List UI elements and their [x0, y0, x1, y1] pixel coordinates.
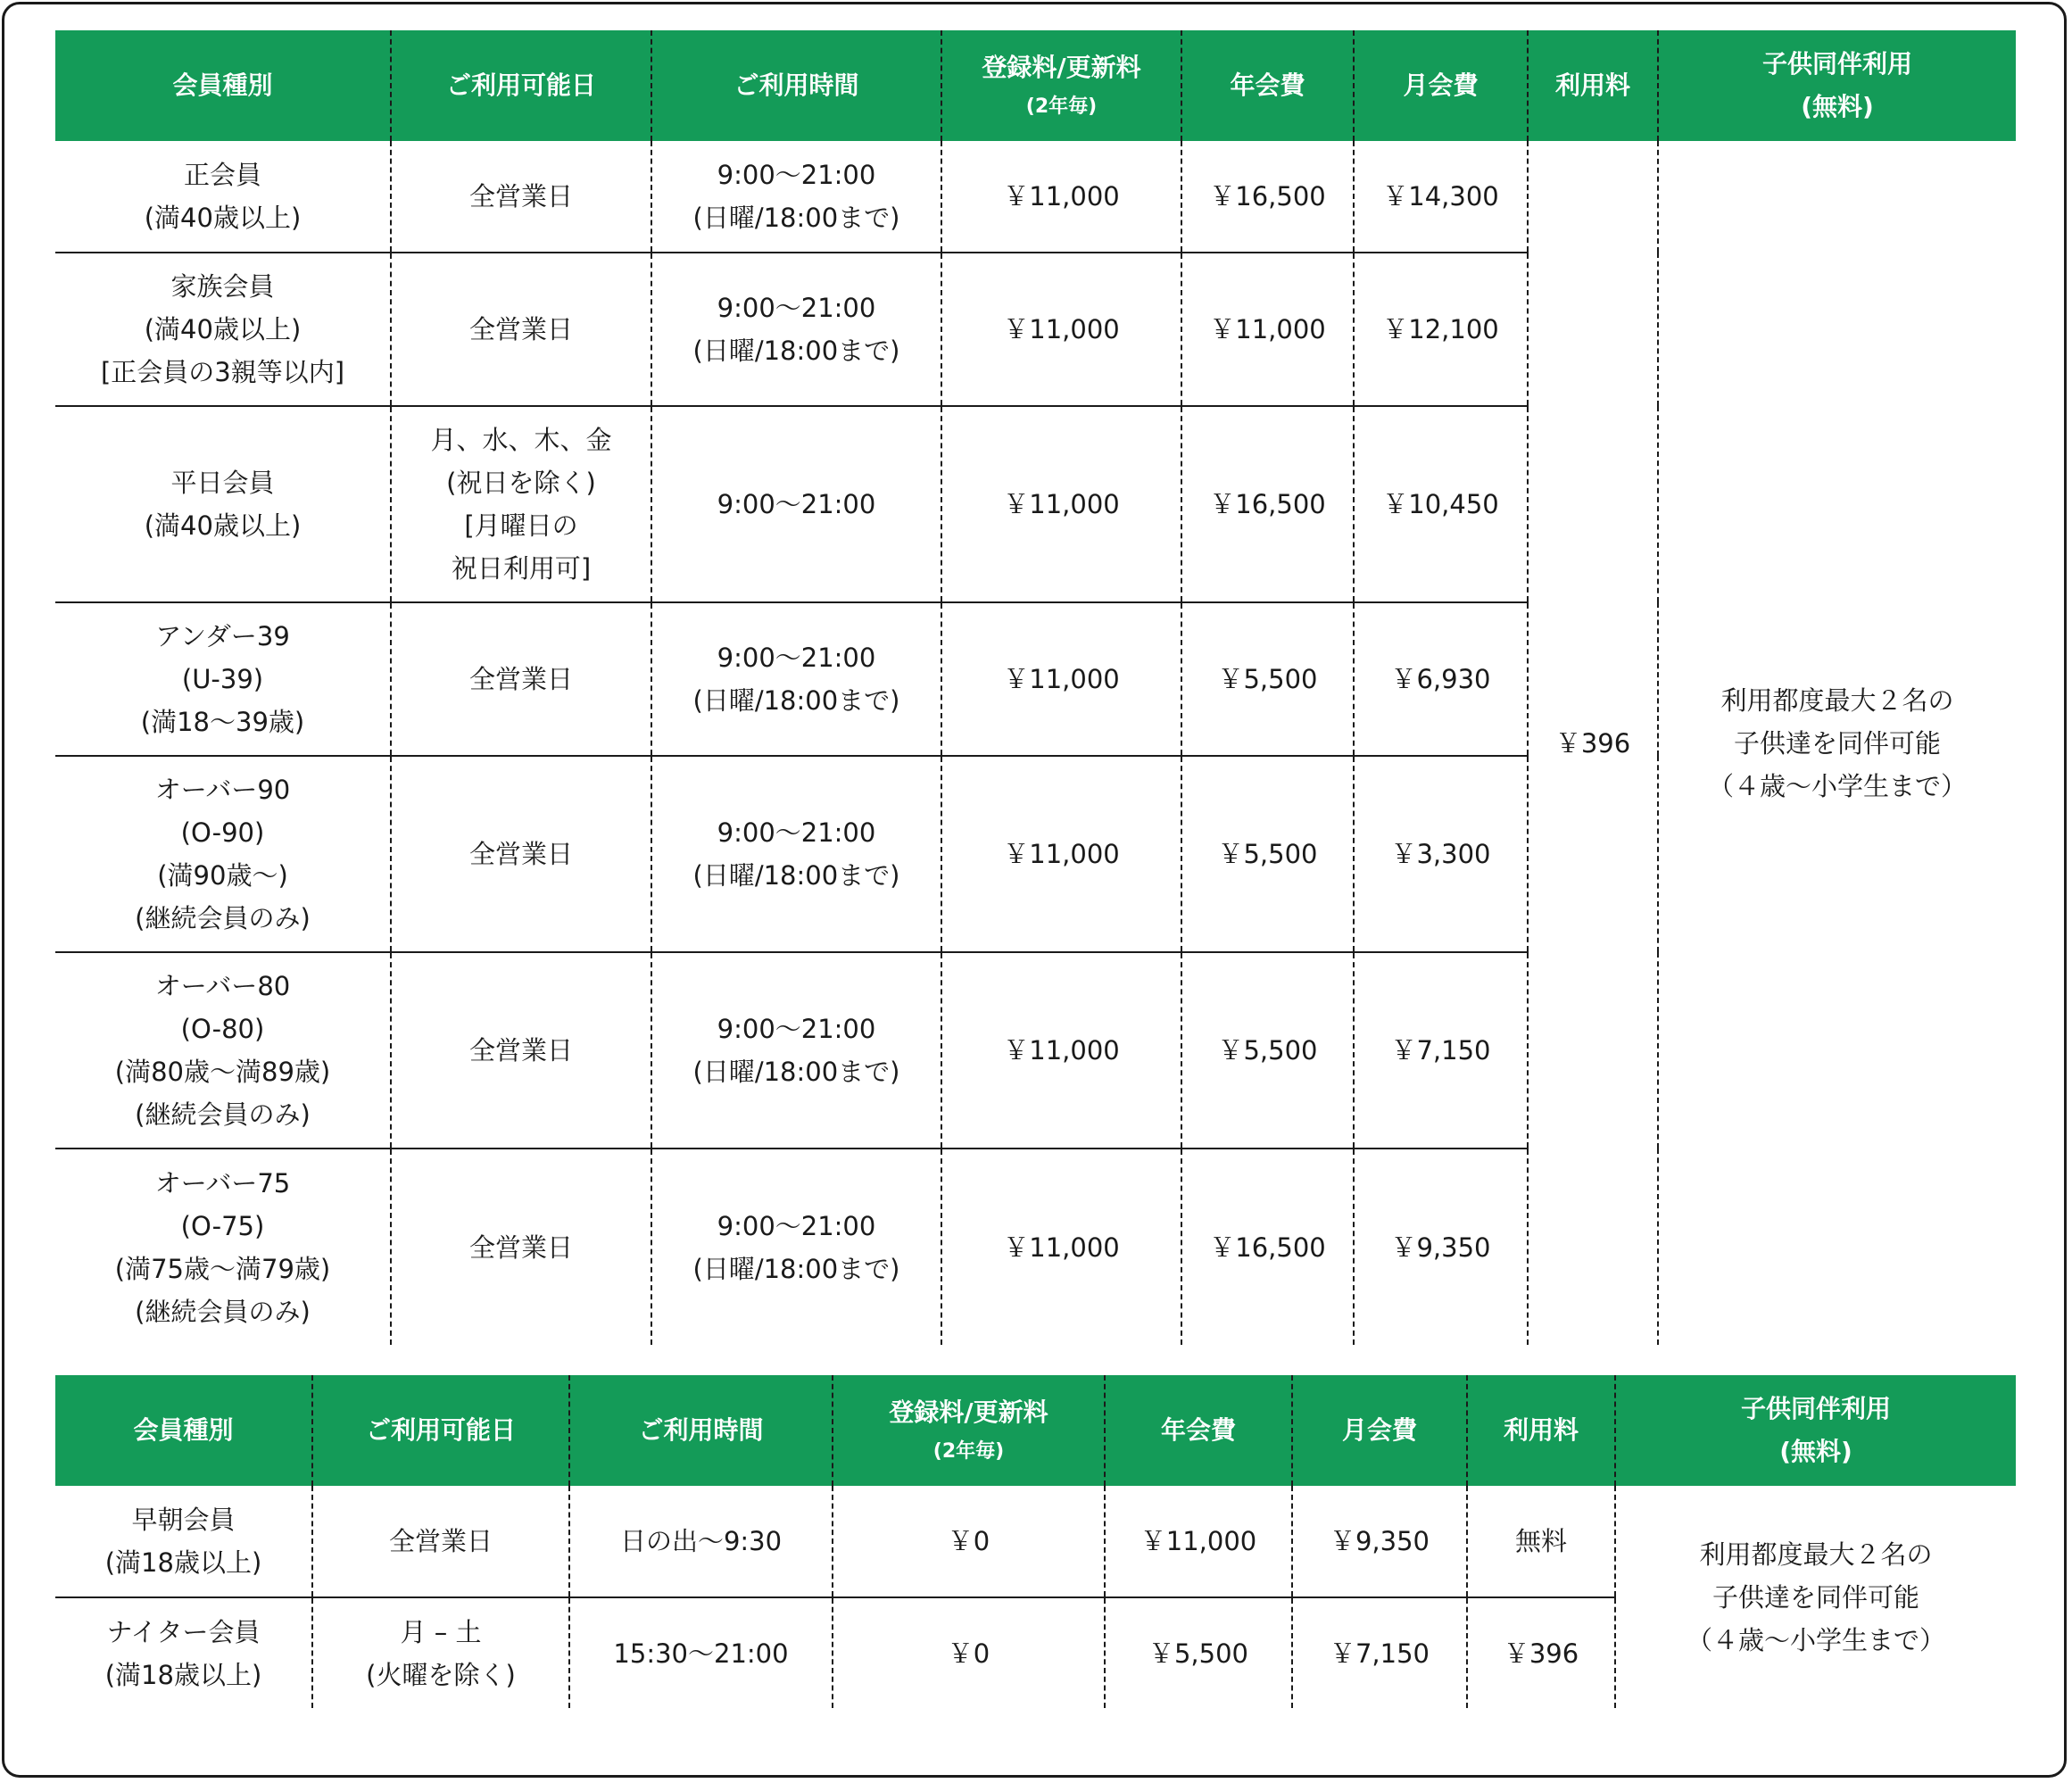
header-annual-fee: 年会費 [1181, 30, 1354, 141]
header-child-label: 子供同伴利用 [1761, 49, 1912, 79]
cell-hours-line: 9:00〜21:00 [717, 1210, 876, 1241]
cell-days-line: 全営業日 [468, 1232, 573, 1263]
cell-days [312, 1486, 569, 1597]
cell-hours-line: 9:00〜21:00 [717, 160, 876, 190]
cell-monthly-fee: ￥9,350 [1354, 1149, 1528, 1345]
header-monthly-fee: 月会費 [1292, 1375, 1467, 1486]
cell-usage-fee: ￥396 [1528, 141, 1658, 1345]
header-type: 会員種別 [55, 30, 391, 141]
cell-child [1615, 1486, 2016, 1708]
cell-type-line: (満40歳以上) [144, 203, 302, 233]
cell-monthly-fee: ￥7,150 [1354, 952, 1528, 1149]
header-monthly-fee: 月会費 [1354, 30, 1528, 141]
cell-annual-fee: ￥16,500 [1181, 141, 1354, 253]
cell-days-line: 全営業日 [468, 839, 573, 869]
cell-type-line: (U-39) [181, 664, 264, 694]
header-child-sub: (無料) [1779, 1437, 1852, 1466]
cell-type-line: アンダー39 [155, 621, 290, 651]
cell-type [55, 756, 391, 952]
cell-type-line: (満75歳〜満79歳) [114, 1253, 331, 1284]
cell-days [391, 602, 651, 756]
cell-annual-fee: ￥5,500 [1105, 1597, 1292, 1708]
header-reg-fee-label: 登録料/更新料 [889, 1397, 1048, 1427]
cell-hours-line: (日曜/18:00まで) [692, 685, 900, 716]
cell-hours [651, 141, 941, 253]
cell-hours [651, 756, 941, 952]
header-hours: ご利用時間 [569, 1375, 833, 1486]
cell-type-line: (継続会員のみ) [135, 1296, 311, 1327]
cell-hours-line: (日曜/18:00まで) [692, 336, 900, 366]
cell-type-line: オーバー90 [154, 775, 291, 805]
cell-days-line: 全営業日 [468, 1035, 573, 1066]
cell-hours [651, 1149, 941, 1345]
cell-child [1658, 141, 2016, 1345]
cell-type-line: (満90歳〜) [157, 860, 288, 891]
cell-monthly-fee: ￥3,300 [1354, 756, 1528, 952]
cell-reg-fee: ￥11,000 [941, 952, 1181, 1149]
cell-days-line: (火曜を除く) [366, 1659, 516, 1690]
cell-hours-line: (日曜/18:00まで) [692, 860, 900, 891]
cell-type-line: (O-75) [180, 1210, 265, 1241]
header-annual-fee: 年会費 [1105, 1375, 1292, 1486]
cell-type [55, 253, 391, 406]
cell-hours-line: 日の出〜9:30 [619, 1526, 783, 1556]
cell-days-line: (祝日を除く) [446, 468, 596, 498]
cell-monthly-fee: ￥14,300 [1354, 141, 1528, 253]
cell-annual-fee: ￥5,500 [1181, 602, 1354, 756]
cell-days [391, 1149, 651, 1345]
cell-type [55, 1597, 312, 1708]
cell-reg-fee: ￥11,000 [941, 756, 1181, 952]
cell-type [55, 1149, 391, 1345]
cell-type-line: 平日会員 [170, 468, 275, 498]
cell-usage-fee: ￥396 [1467, 1597, 1615, 1708]
header-type: 会員種別 [55, 1375, 312, 1486]
cell-child-line: 利用都度最大２名の [1720, 684, 1954, 716]
cell-hours [569, 1597, 833, 1708]
header-child [1658, 30, 2016, 141]
header-usage-fee: 利用料 [1528, 30, 1658, 141]
cell-type [55, 406, 391, 602]
cell-reg-fee: ￥0 [833, 1597, 1105, 1708]
cell-days-line: 全営業日 [468, 664, 573, 694]
cell-type-line: 早朝会員 [131, 1505, 236, 1535]
cell-type-line: (O-90) [180, 817, 265, 848]
cell-type [55, 602, 391, 756]
cell-days-line: 月、水、木、金 [430, 425, 612, 455]
header-child [1615, 1375, 2016, 1486]
cell-child-line: 子供達を同伴可能 [1733, 727, 1941, 759]
cell-hours-line: (日曜/18:00まで) [692, 1057, 900, 1087]
cell-type-line: (満80歳〜満89歳) [114, 1057, 331, 1087]
cell-hours-line: 15:30〜21:00 [613, 1638, 789, 1669]
header-reg-fee-label: 登録料/更新料 [982, 53, 1141, 82]
header-hours: ご利用時間 [651, 30, 941, 141]
cell-reg-fee: ￥11,000 [941, 141, 1181, 253]
table-row [55, 1486, 2016, 1597]
cell-type-line: ナイター会員 [106, 1616, 261, 1647]
cell-monthly-fee: ￥9,350 [1292, 1486, 1467, 1597]
cell-days [391, 253, 651, 406]
cell-reg-fee: ￥11,000 [941, 602, 1181, 756]
header-reg-fee [941, 30, 1181, 141]
cell-type-line: (満18歳以上) [104, 1659, 262, 1690]
cell-type-line: オーバー80 [154, 971, 291, 1001]
cell-hours [651, 406, 941, 602]
cell-type-line: 正会員 [183, 160, 261, 190]
cell-hours [569, 1486, 833, 1597]
cell-type-line: (継続会員のみ) [135, 1099, 311, 1130]
cell-type-line: (O-80) [180, 1014, 265, 1044]
cell-days-line: 祝日利用可] [451, 553, 592, 584]
cell-type [55, 1486, 312, 1597]
cell-monthly-fee: ￥7,150 [1292, 1597, 1467, 1708]
header-reg-fee-sub: (2年毎) [932, 1440, 1005, 1463]
header-days: ご利用可能日 [391, 30, 651, 141]
cell-child-line: （４歳〜小学生まで） [1707, 770, 1967, 801]
cell-hours-line: 9:00〜21:00 [717, 643, 876, 673]
cell-type-line: オーバー75 [154, 1167, 291, 1198]
table-row [55, 141, 2016, 253]
cell-days [312, 1597, 569, 1708]
cell-type-line: (満18〜39歳) [140, 707, 305, 737]
header-reg-fee-sub: (2年毎) [1025, 95, 1098, 118]
cell-days-line: 全営業日 [468, 181, 573, 211]
cell-usage-fee: 無料 [1467, 1486, 1615, 1597]
cell-monthly-fee: ￥6,930 [1354, 602, 1528, 756]
cell-days [391, 756, 651, 952]
cell-child-line: （４歳〜小学生まで） [1686, 1624, 1945, 1655]
cell-type [55, 141, 391, 253]
cell-annual-fee: ￥11,000 [1105, 1486, 1292, 1597]
cell-days-line: 全営業日 [468, 314, 573, 344]
cell-hours [651, 952, 941, 1149]
cell-annual-fee: ￥16,500 [1181, 1149, 1354, 1345]
cell-hours-line: 9:00〜21:00 [717, 489, 876, 519]
cell-type-line: (満40歳以上) [144, 314, 302, 344]
header-row [55, 1375, 2016, 1486]
cell-hours-line: (日曜/18:00まで) [692, 203, 900, 233]
header-child-label: 子供同伴利用 [1740, 1394, 1891, 1423]
cell-hours [651, 253, 941, 406]
cell-child-line: 利用都度最大２名の [1699, 1538, 1933, 1570]
cell-monthly-fee: ￥12,100 [1354, 253, 1528, 406]
cell-hours-line: 9:00〜21:00 [717, 293, 876, 323]
membership-table-main [55, 30, 2016, 1345]
cell-type-line: (継続会員のみ) [135, 903, 311, 933]
header-row [55, 30, 2016, 141]
cell-days-line: 月 – 土 [400, 1616, 482, 1647]
cell-hours-line: (日曜/18:00まで) [692, 1253, 900, 1284]
cell-days [391, 406, 651, 602]
cell-hours-line: 9:00〜21:00 [717, 817, 876, 848]
cell-child-line: 子供達を同伴可能 [1711, 1581, 1919, 1613]
header-days: ご利用可能日 [312, 1375, 569, 1486]
cell-hours [651, 602, 941, 756]
cell-reg-fee: ￥0 [833, 1486, 1105, 1597]
cell-reg-fee: ￥11,000 [941, 253, 1181, 406]
cell-days-line: [月曜日の [464, 510, 578, 541]
cell-hours-line: 9:00〜21:00 [717, 1014, 876, 1044]
cell-days [391, 952, 651, 1149]
cell-type-line: [正会員の3親等以内] [100, 357, 345, 387]
cell-days [391, 141, 651, 253]
cell-type-line: (満40歳以上) [144, 510, 302, 541]
membership-table-special [55, 1375, 2016, 1708]
cell-annual-fee: ￥5,500 [1181, 952, 1354, 1149]
cell-days-line: 全営業日 [388, 1526, 493, 1556]
header-child-sub: (無料) [1801, 92, 1874, 121]
cell-type-line: 家族会員 [170, 271, 275, 302]
cell-annual-fee: ￥5,500 [1181, 756, 1354, 952]
cell-reg-fee: ￥11,000 [941, 1149, 1181, 1345]
cell-type-line: (満18歳以上) [104, 1547, 262, 1578]
cell-annual-fee: ￥16,500 [1181, 406, 1354, 602]
header-reg-fee [833, 1375, 1105, 1486]
cell-reg-fee: ￥11,000 [941, 406, 1181, 602]
cell-annual-fee: ￥11,000 [1181, 253, 1354, 406]
header-usage-fee: 利用料 [1467, 1375, 1615, 1486]
cell-type [55, 952, 391, 1149]
cell-monthly-fee: ￥10,450 [1354, 406, 1528, 602]
